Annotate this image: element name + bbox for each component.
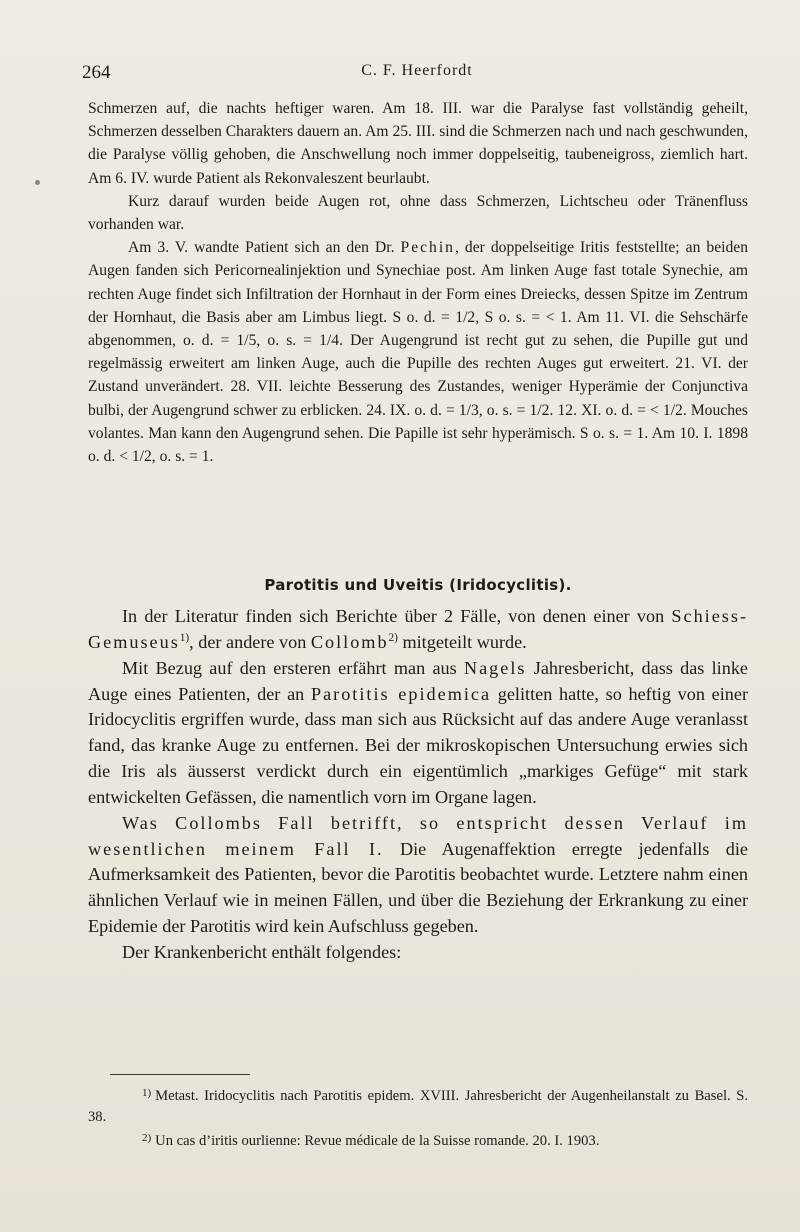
section-paragraph-1 [88,604,748,656]
page-header [82,62,752,88]
emphasized-sentence: Was Collombs Fall betrifft, so entspricht dessen Verlauf im wesentlichen meinem Fall I. [88,812,748,859]
case-report-text [88,97,748,468]
footnote-mark: 1) [142,1087,152,1099]
footnote-ref-2: 2) [388,631,398,644]
section-paragraph-1-mid: , der andere von [189,631,307,652]
physician-name: Pechin [400,239,455,257]
author-name-schiess: Schiess-Gemuseus [88,606,748,652]
footnote-mark: 2) [142,1132,152,1144]
case-paragraph-2: Kurz darauf wurden beide Augen rot, ohne dass Schmerzen, Lichtscheu oder Tränenfluss vorhanden war. [88,192,748,234]
footnote-ref-1: 1) [179,631,190,644]
section-paragraph-2 [88,656,748,811]
section-paragraph-3 [88,811,748,940]
section-paragraph-4: Der Krankenbericht enthält folgendes: [122,941,402,962]
footnote-text: Un cas d’iritis ourlienne: Revue médicale de la Suisse romande. 20. I. 1903. [155,1133,600,1149]
footnote-1 [88,1083,748,1128]
margin-speck [35,180,40,185]
footnotes [88,1083,748,1152]
footnote-rule [110,1074,250,1075]
footnote-2 [88,1128,748,1152]
section-body [88,604,748,966]
section-paragraph-1-start: In der Literatur finden sich Berichte über 2 Fälle, von denen einer von [122,606,665,626]
section-paragraph-2-start: Mit Bezug auf den ersteren erfährt man aus [122,657,457,678]
case-paragraph-1: Schmerzen auf, die nachts heftiger waren. Am 18. III. war die Paralyse fast vollständig geheilt, Schmerzen desselben Charakters dauern an. Am 25. III. sind die Schmerzen nach und nach geschwunden, die Paralyse völlig gehoben, die Anschwellung noch immer doppelseitig, taubeneigross, ziemlich hart. Am 6. IV. wurde Patient als Rekonvaleszent beurlaubt. [88,100,748,187]
footnote-text: Metast. Iridocyclitis nach Parotitis epidem. XVIII. Jahresbericht der Augenheilanstalt zu Basel. S. 38. [88,1088,748,1125]
author-name-nagel: Nagels [463,657,527,678]
section-paragraph-1-end: mitgeteilt wurde. [402,631,527,652]
case-paragraph-3-rest: , der doppelseitige Iritis feststellte; an beiden Augen fanden sich Pericornealinjektion und Synechiae post. Am linken Auge fast totale Synechie, am rechten Auge findet sich Infiltration der Hornhaut in der Form eines Dreiecks, dessen Spitze im Zentrum der Hornhaut, die Basis aber am Limbus liegt. S o. d. = 1/2, S o. s. = < 1. Am 11. VI. die Sehschärfe abgenommen, o. d. = 1/5, o. s. = 1/4. Der Augengrund ist recht gut zu sehen, die Pupille gut und regelmässig erweitert am linken Auge, auch die Pupille des rechten Auges gut erweitert. 21. VI. der Zustand unverändert. 28. VII. leichte Besserung des Zustandes, weniger Hyperämie der Conjunctiva bulbi, der Augengrund schwer zu erblicken. 24. IX. o. d. = 1/3, o. s. = 1/2. 12. XI. o. d. = < 1/2. Mouches volantes. Man kann den Augengrund sehen. Die Papille ist sehr hyperämisch. S o. s. = 1. Am 10. I. 1898 o. d. < 1/2, o. s. = 1. [88,239,748,466]
page-number: 264 [82,62,111,83]
disease-term: Parotitis epidemica [310,683,492,704]
case-paragraph-3 [88,236,748,468]
running-head: C. F. Heerfordt [361,62,473,79]
section-heading: Parotitis und Uveitis (Iridocyclitis). [264,576,572,594]
case-paragraph-3-start: Am 3. V. wandte Patient sich an den Dr. [128,239,395,257]
section-paragraph-3-rest: Die Augenaffektion erregte jedenfalls die Aufmerksamkeit des Patienten, bevor die Parotitis beobachtet wurde. Letztere nahm einen ähnlichen Verlauf wie in meinen Fällen, und über die Beziehung der Erkrankung zu einer Epidemie der Parotitis wird kein Aufschluss gegeben. [88,838,748,937]
section-paragraph-2-mid: Jahresbericht, dass das linke Auge eines Patienten, der an [88,657,748,704]
section-paragraph-2-end: gelitten hatte, so heftig von einer Iridocyclitis ergriffen wurde, dass man sich aus Rücksicht auf das andere Auge veranlasst fand, das kranke Auge zu entfernen. Bei der mikroskopischen Untersuchung erwies sich die Iris als äusserst verdickt durch ein eigentümlich „markiges Gefüge“ mit stark entwickelten Gefässen, die namentlich vorn im Organe lagen. [88,683,749,807]
author-name-collomb: Collomb [310,631,389,652]
